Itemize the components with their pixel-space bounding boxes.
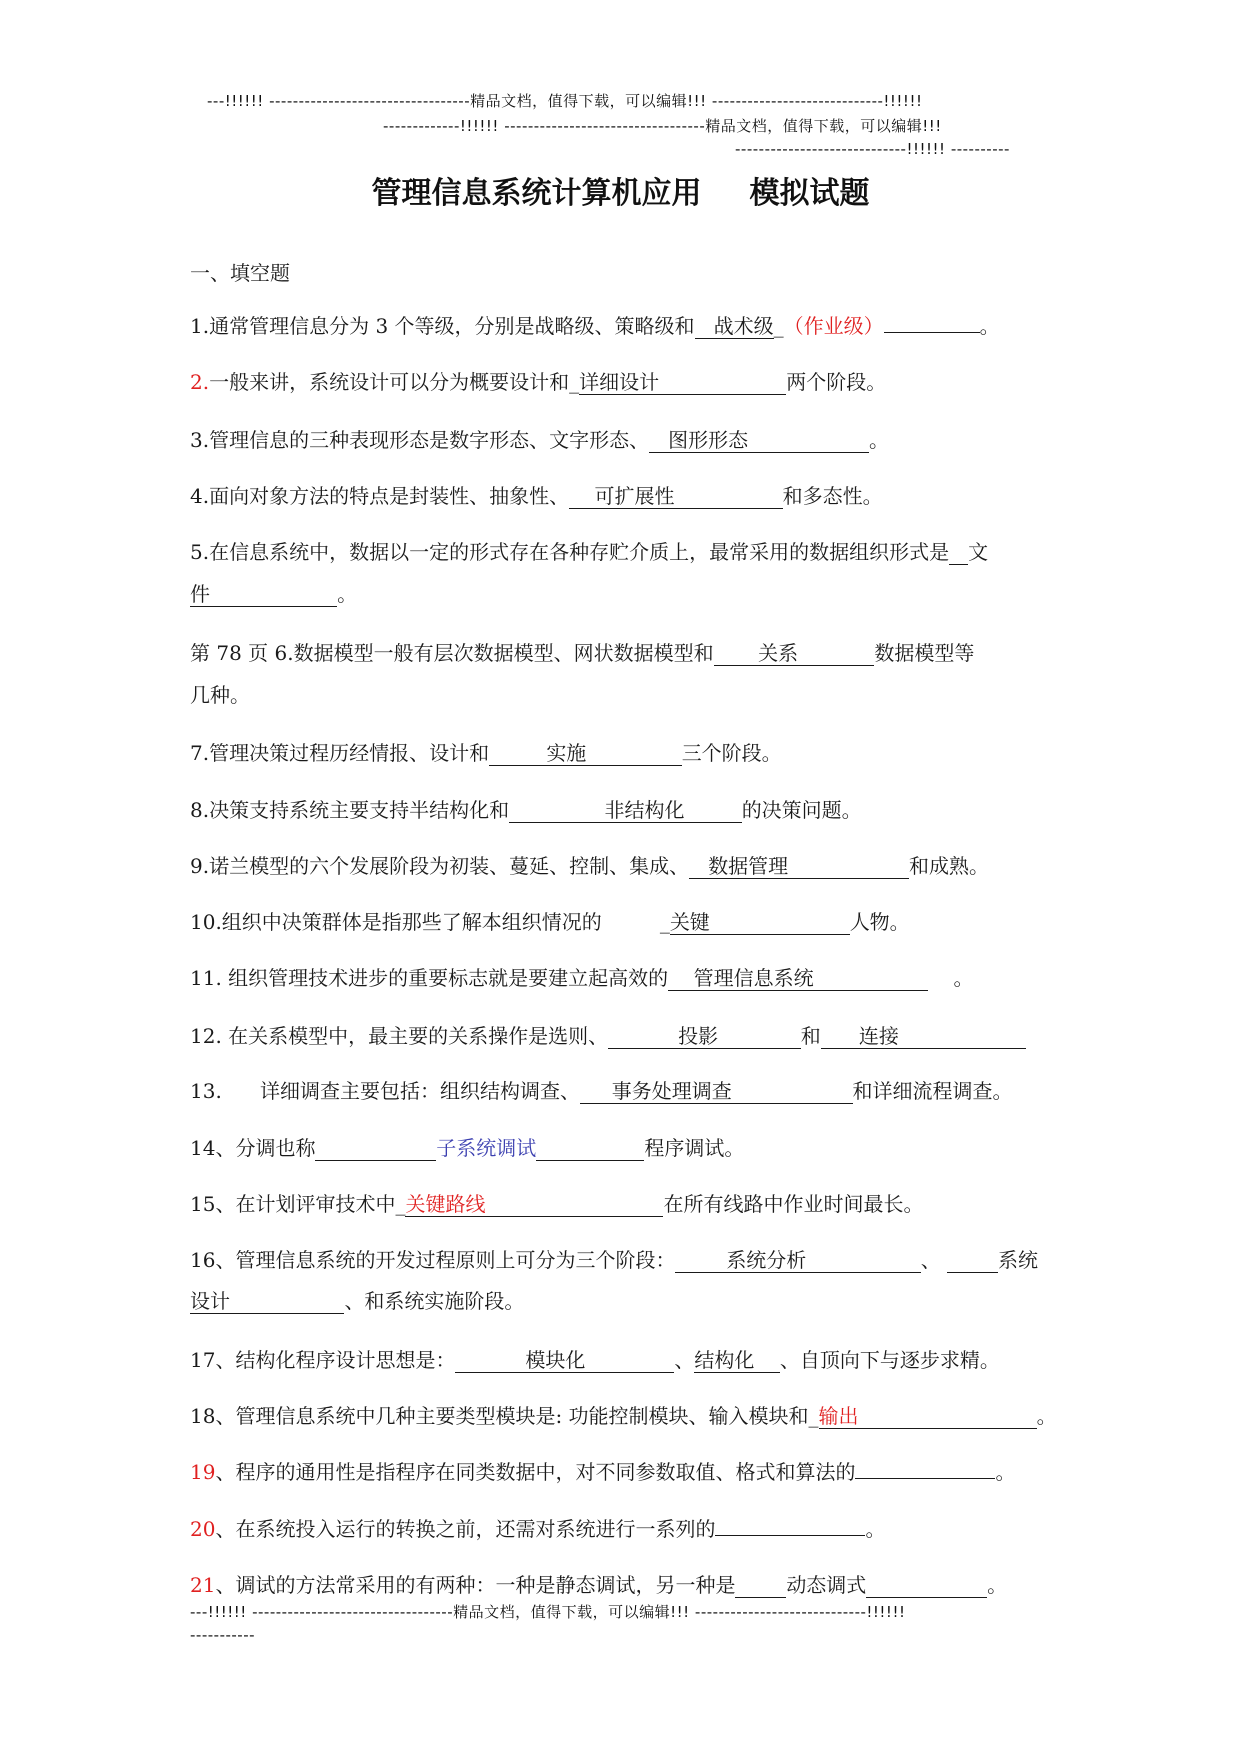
question-12 — [190, 1016, 1056, 1056]
question-4-text: 4.面向对象方法的特点是封装性、抽象性、 — [190, 484, 570, 508]
question-3 — [190, 420, 1056, 460]
question-14 — [190, 1128, 1056, 1168]
question-20-text: 、在系统投入运行的转换之前，还需对系统进行一系列的 — [215, 1517, 716, 1541]
question-6-line-2: 几种。 — [190, 683, 250, 707]
question-17-answer-1 — [455, 1348, 674, 1373]
question-14-answer — [315, 1136, 436, 1161]
question-13-answer — [580, 1079, 853, 1104]
question-3-answer-text: 图形形态 — [668, 428, 749, 452]
question-12-answer-2-text: 连接 — [858, 1024, 899, 1048]
section-heading: 一、填空题 — [190, 261, 290, 285]
question-3-end: 。 — [868, 428, 889, 452]
question-12-mid: 和 — [800, 1024, 821, 1048]
question-11-text: 11. 组织管理技术进步的重要标志就是要建立起高效的 — [190, 966, 669, 990]
question-17-separator: 、 — [674, 1348, 695, 1372]
question-8-text: 8.决策支持系统主要支持半结构化和 — [190, 798, 510, 822]
question-21-text: 、调试的方法常采用的有两种：一种是静态调试，另一种是 — [215, 1573, 736, 1597]
question-21-answer-blank — [866, 1573, 987, 1598]
question-21-answer-text: 动态调式 — [786, 1573, 867, 1597]
question-13-answer-text: 事务处理调查 — [611, 1079, 732, 1103]
question-6-end: 数据模型等 — [874, 641, 975, 665]
page-title — [0, 168, 1241, 212]
footer-line-2: ----------- — [190, 1626, 256, 1644]
question-9 — [190, 846, 1056, 886]
question-10: 10.组织中决策群体是指那些了解本组织情况的 _关键 人物。 — [190, 910, 910, 934]
question-16-line-2 — [190, 1281, 1056, 1321]
question-15: 15、在计划评审技术中_关键路线 在所有线路中作业时间最长。 — [190, 1192, 924, 1216]
question-17-text: 17、结构化程序设计思想是： — [190, 1348, 456, 1372]
question-3-text: 3.管理信息的三种表现形态是数字形态、文字形态、 — [190, 428, 650, 452]
question-7-answer-text: 实施 — [546, 741, 587, 765]
question-19-blank — [855, 1452, 995, 1479]
question-1-end: 。 — [979, 314, 1000, 338]
question-2-number: 2. — [190, 370, 210, 394]
question-8 — [190, 790, 1056, 830]
question-3-answer — [649, 428, 869, 453]
question-11-answer-text: 管理信息系统 — [693, 966, 814, 990]
title-part-1: 管理信息系统计算机应用 — [371, 176, 702, 211]
question-10-text: 10.组织中决策群体是指那些了解本组织情况的 — [190, 910, 602, 934]
question-20 — [190, 1509, 1056, 1549]
question-2: 2.一般来讲，系统设计可以分为概要设计和_详细设计 两个阶段。 — [190, 370, 887, 394]
question-21-answer — [735, 1573, 786, 1598]
question-16-line-1 — [190, 1240, 1056, 1280]
question-19-number: 19 — [190, 1460, 216, 1484]
question-17-answer-1-text: 模块化 — [525, 1348, 586, 1372]
question-14-answer-text: 子系统调试 — [436, 1136, 537, 1160]
question-18-end: 。 — [1036, 1404, 1057, 1428]
question-1: 1.通常管理信息分为 3 个等级，分别是战略级、策略级和 战术级_（作业级） 。 — [190, 306, 1056, 346]
question-16-answer-2-cont — [190, 1289, 344, 1314]
question-1-text: 1.通常管理信息分为 3 个等级，分别是战略级、策略级和 — [190, 314, 695, 338]
question-14-text: 14、分调也称 — [190, 1136, 316, 1160]
question-7-answer — [489, 741, 682, 766]
question-5-answer-1-text: 文 — [968, 540, 989, 564]
question-15-end: 在所有线路中作业时间最长。 — [663, 1192, 924, 1216]
question-20-blank — [715, 1509, 865, 1536]
header-line-1: ---!!!!!! ----------------------------------精品文档，值得下载，可以编辑!!! -----------------------------!!!!!! — [207, 92, 923, 110]
title-part-2: 模拟试题 — [749, 176, 870, 211]
question-20-end: 。 — [865, 1517, 886, 1541]
question-8-end: 的决策问题。 — [741, 798, 862, 822]
question-18-answer-text: 输出 — [818, 1404, 859, 1428]
question-17-answer-2-text: 结构化 — [694, 1348, 755, 1372]
question-7 — [190, 733, 1056, 773]
question-18: 18、管理信息系统中几种主要类型模块是: 功能控制模块、输入模块和_输出 。 — [190, 1404, 1057, 1428]
question-10-answer-text: 关键 — [669, 910, 710, 934]
question-6-text: 第 78 页 6.数据模型一般有层次数据模型、网状数据模型和 — [190, 641, 714, 665]
question-17-answer-2 — [694, 1348, 779, 1373]
question-17 — [190, 1340, 1056, 1380]
question-11 — [190, 958, 1056, 998]
question-19 — [190, 1452, 1056, 1492]
question-19-text: 、程序的通用性是指程序在同类数据中，对不同参数取值、格式和算法的 — [215, 1460, 856, 1484]
question-16-answer-2b-text: 设计 — [190, 1289, 230, 1313]
question-16-separator: 、 — [920, 1248, 941, 1272]
question-21-end: 。 — [987, 1573, 1008, 1597]
question-7-text: 7.管理决策过程历经情报、设计和 — [190, 741, 490, 765]
question-20-number: 20 — [190, 1517, 216, 1541]
question-5-end: 。 — [337, 582, 358, 606]
question-1-answer-text: 战术级 — [713, 314, 774, 338]
question-9-text: 9.诺兰模型的六个发展阶段为初装、蔓延、控制、集成、 — [190, 854, 690, 878]
question-11-end: 。 — [953, 966, 974, 990]
question-6-answer — [714, 641, 875, 666]
question-16-answer-2-text: 系统 — [997, 1248, 1038, 1272]
question-16-answer-1-text: 系统分析 — [726, 1248, 807, 1272]
question-2-answer — [579, 370, 786, 395]
question-15-answer-text: 关键路线 — [405, 1192, 486, 1216]
question-16-end: 、和系统实施阶段。 — [344, 1289, 525, 1313]
question-5-answer-1 — [949, 540, 968, 565]
question-12-answer-2 — [821, 1024, 1026, 1049]
question-15-answer-blank — [485, 1192, 663, 1217]
header-line-3: -----------------------------!!!!!! ---------- — [735, 140, 1010, 158]
question-8-answer — [509, 798, 742, 823]
footer-line-1: ---!!!!!! ----------------------------------精品文档，值得下载，可以编辑!!! -----------------------------!!!!!! — [190, 1603, 906, 1621]
question-14-trailing-blank — [536, 1136, 644, 1161]
question-4 — [190, 476, 1056, 516]
question-9-answer — [689, 854, 909, 879]
question-17-end: 、自顶向下与逐步求精。 — [779, 1348, 1000, 1372]
question-10-end: 人物。 — [849, 910, 910, 934]
question-7-end: 三个阶段。 — [681, 741, 782, 765]
question-4-answer-text: 可扩展性 — [594, 484, 675, 508]
question-2-end: 两个阶段。 — [786, 370, 887, 394]
question-4-end: 和多态性。 — [782, 484, 883, 508]
question-13-text: 13. 详细调查主要包括：组织结构调查、 — [190, 1079, 580, 1103]
question-21-number: 21 — [190, 1573, 216, 1597]
header-line-2: -------------!!!!!! ----------------------------------精品文档，值得下载，可以编辑!!! — [383, 117, 942, 135]
question-12-answer-1-text: 投影 — [678, 1024, 719, 1048]
question-5-text: 5.在信息系统中，数据以一定的形式存在各种存贮介质上，最常采用的数据组织形式是 — [190, 540, 950, 564]
question-9-end: 和成熟。 — [908, 854, 989, 878]
question-14-end: 程序调试。 — [644, 1136, 745, 1160]
question-8-answer-text: 非结构化 — [604, 798, 685, 822]
question-16-answer-2 — [947, 1248, 998, 1273]
question-19-end: 。 — [995, 1460, 1016, 1484]
question-12-answer-1 — [608, 1024, 801, 1049]
question-2-answer-text: 详细设计 — [579, 370, 660, 394]
question-15-text: 15、在计划评审技术中 — [190, 1192, 396, 1216]
question-10-answer — [670, 910, 850, 935]
question-6-answer-text: 关系 — [758, 641, 799, 665]
question-1-answer — [695, 314, 774, 339]
question-16-answer-1 — [675, 1248, 920, 1273]
question-13 — [190, 1071, 1056, 1111]
question-5-line-1 — [190, 532, 1056, 572]
question-2-text: 一般来讲，系统设计可以分为概要设计和 — [209, 370, 570, 394]
question-9-answer-text: 数据管理 — [708, 854, 789, 878]
question-1-blank — [884, 306, 980, 333]
question-11-answer — [668, 966, 928, 991]
question-21 — [190, 1565, 1056, 1605]
question-5-line-2 — [190, 574, 1056, 614]
question-6-line-1 — [190, 633, 1056, 673]
question-13-end: 和详细流程调查。 — [852, 1079, 1013, 1103]
question-4-answer — [569, 484, 783, 509]
question-18-text: 18、管理信息系统中几种主要类型模块是: 功能控制模块、输入模块和 — [190, 1404, 809, 1428]
question-5-answer-2 — [190, 582, 337, 607]
question-16-text: 16、管理信息系统的开发过程原则上可分为三个阶段： — [190, 1248, 676, 1272]
question-12-text: 12. 在关系模型中，最主要的关系操作是选则、 — [190, 1024, 609, 1048]
question-1-red-answer: （作业级） — [783, 314, 884, 338]
question-5-answer-2-text: 件 — [190, 582, 210, 606]
question-18-answer-blank — [859, 1404, 1037, 1429]
